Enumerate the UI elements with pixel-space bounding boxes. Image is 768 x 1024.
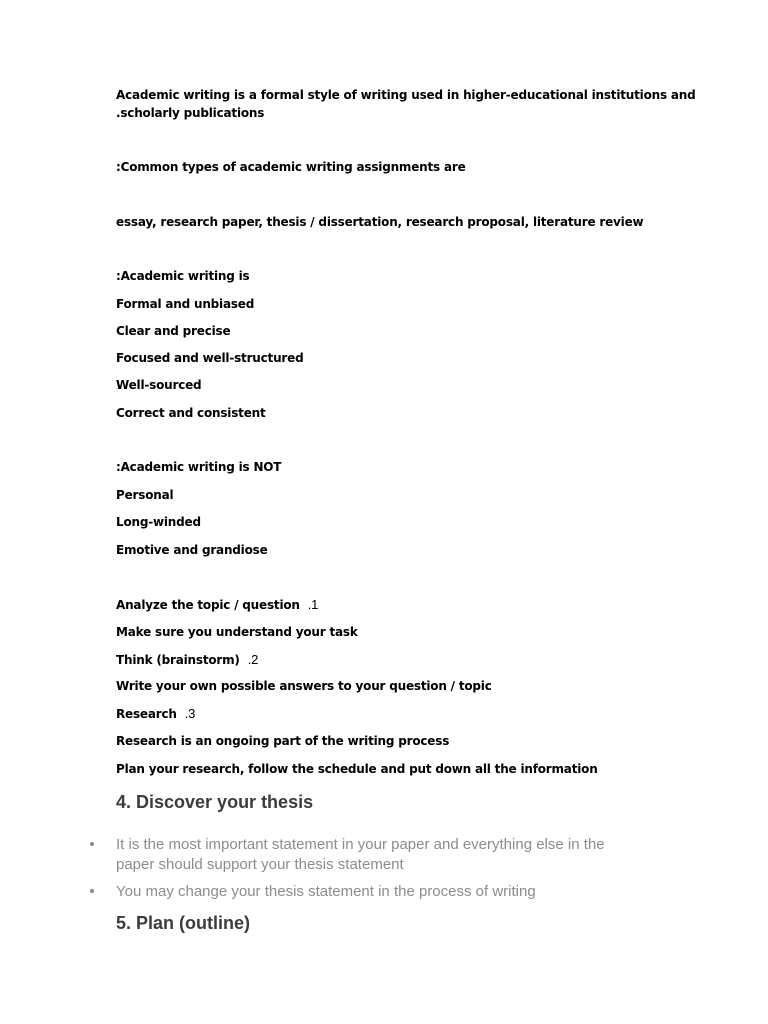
is-not-heading: :Academic writing is NOT xyxy=(116,460,282,474)
step-2-row xyxy=(116,652,258,667)
step-3-description-1: Research is an ongoing part of the writing process xyxy=(116,734,450,748)
is-not-item: Emotive and grandiose xyxy=(116,543,268,557)
is-item: Formal and unbiased xyxy=(116,297,255,311)
step-3-number: .3 xyxy=(184,706,196,721)
is-item: Clear and precise xyxy=(116,324,231,338)
intro-text-line-1: Academic writing is a formal style of writing used in higher-educational institutions and xyxy=(116,88,696,102)
types-heading: :Common types of academic writing assignments are xyxy=(116,160,466,174)
step-1-description: Make sure you understand your task xyxy=(116,625,358,639)
intro-text-line-2: .scholarly publications xyxy=(116,106,265,120)
bullet-item xyxy=(88,882,648,902)
bullet-text: You may change your thesis statement in the process of writing xyxy=(116,883,536,900)
step-2-title: Think (brainstorm) xyxy=(116,653,240,667)
section-5-heading: 5. Plan (outline) xyxy=(116,913,251,933)
step-3-row xyxy=(116,706,195,721)
step-1-number: .1 xyxy=(307,597,319,612)
step-1-title: Analyze the topic / question xyxy=(116,598,300,612)
is-item: Well-sourced xyxy=(116,378,202,392)
bullet-dot-icon xyxy=(90,889,94,893)
bullet-item xyxy=(88,835,648,875)
step-2-number: .2 xyxy=(247,652,259,667)
is-item: Focused and well-structured xyxy=(116,351,304,365)
section-4-heading: 4. Discover your thesis xyxy=(116,792,314,812)
is-heading: :Academic writing is xyxy=(116,269,250,283)
step-2-description: Write your own possible answers to your question / topic xyxy=(116,679,492,693)
is-item: Correct and consistent xyxy=(116,406,266,420)
step-3-title: Research xyxy=(116,707,177,721)
types-list: essay, research paper, thesis / dissertation, research proposal, literature review xyxy=(116,215,644,229)
is-not-item: Personal xyxy=(116,488,174,502)
bullet-text: It is the most important statement in your paper and everything else in the paper should support your thesis statement xyxy=(116,836,605,873)
step-3-description-2: Plan your research, follow the schedule and put down all the information xyxy=(116,762,598,776)
bullet-dot-icon xyxy=(90,842,94,846)
is-not-item: Long-winded xyxy=(116,515,201,529)
step-1-row xyxy=(116,597,318,612)
